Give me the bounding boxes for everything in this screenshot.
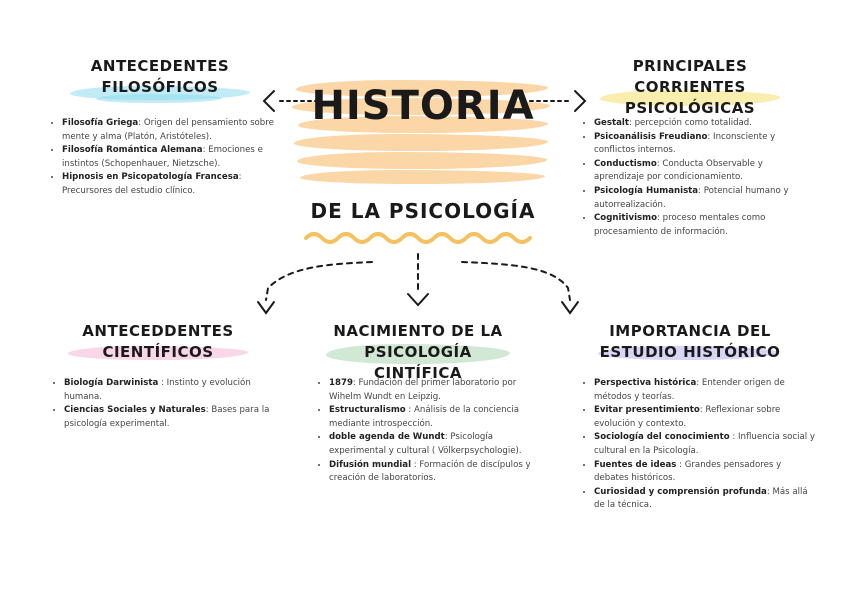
antecedentes-cientificos-title — [58, 321, 258, 363]
list-item: • Gestalt: percepción como totalidad. — [594, 117, 809, 131]
title-line: CORRIENTES — [634, 78, 746, 96]
title-line: CINTÍFICA — [374, 364, 462, 382]
principales-corrientes-list — [580, 117, 809, 239]
list-item: • Conductismo: Conducta Observable y aprendizaje por condicionamiento. — [594, 158, 809, 185]
list-item: • Filosofía Romántica Alemana: Emociones e instintos (Schopenhauer, Nietzsche). — [62, 144, 277, 171]
list-item: • Sociología del conocimiento : Influencia social y cultural en la Psicología. — [594, 431, 816, 458]
nacimiento-title — [318, 321, 518, 384]
antecedentes-filosoficos-list — [48, 117, 277, 199]
bottom-center-arrowhead — [408, 294, 428, 305]
main-subtitle: DE LA PSICOLOGÍA — [310, 199, 536, 223]
list-item: • Filosofía Griega: Origen del pensamiento sobre mente y alma (Platón, Aristóteles). — [62, 117, 277, 144]
bottom-right-connector — [462, 262, 570, 300]
title-line: ANTECEDENTES — [90, 57, 230, 75]
list-item: • Difusión mundial : Formación de discípulos y creación de laboratorios. — [329, 459, 551, 486]
main-title: HISTORIA — [311, 83, 535, 129]
list-item: • Ciencias Sociales y Naturales: Bases para la psicología experimental. — [64, 404, 279, 431]
antecedentes-cientificos-list — [50, 377, 279, 431]
list-item: • Hipnosis en Psicopatología Francesa: Precursores del estudio clínico. — [62, 171, 277, 198]
title-line: PRINCIPALES — [632, 57, 748, 75]
title-line: IMPORTANCIA DEL — [609, 322, 771, 340]
title-line: NACIMIENTO DE LA — [333, 322, 503, 340]
right-arrowhead — [575, 91, 585, 111]
list-item: • Perspectiva histórica: Entender origen de métodos y teorías. — [594, 377, 816, 404]
bottom-left-arrowhead — [258, 302, 274, 313]
list-item: • Psicología Humanista: Potencial humano y autorrealización. — [594, 185, 809, 212]
list-item: • Curiosidad y comprensión profunda: Más allá de la técnica. — [594, 486, 816, 513]
list-item: • doble agenda de Wundt: Psicología experimental y cultural ( Völkerpsychologie). — [329, 431, 551, 458]
list-item: • Evitar presentimiento: Reflexionar sobre evolución y contexto. — [594, 404, 816, 431]
list-item: • Fuentes de ideas : Grandes pensadores y debates históricos. — [594, 459, 816, 486]
title-line: FILOSÓFICOS — [101, 78, 219, 96]
bottom-left-connector — [266, 262, 372, 300]
left-arrowhead — [264, 91, 274, 111]
list-item: • Biología Darwinista : Instinto y evolución humana. — [64, 377, 279, 404]
subtitle-squiggle — [306, 234, 530, 242]
importancia-title — [585, 321, 795, 363]
antecedentes-filosoficos-title — [60, 56, 260, 98]
list-item: • Psicoanálisis Freudiano: Inconsciente y conflictos internos. — [594, 131, 809, 158]
list-item: • 1879: Fundación del primer laboratorio por Wihelm Wundt en Leipzig. — [329, 377, 551, 404]
importancia-list — [580, 377, 816, 513]
nacimiento-list — [315, 377, 551, 486]
title-line: PSICOLOGÍA — [364, 343, 472, 361]
principales-corrientes-title — [590, 56, 790, 119]
list-item: • Estructuralismo : Análisis de la conciencia mediante introspección. — [329, 404, 551, 431]
bottom-right-arrowhead — [562, 302, 578, 313]
title-line: CIENTÍFICOS — [102, 343, 214, 361]
list-item: • Cognitivismo: proceso mentales como procesamiento de información. — [594, 212, 809, 239]
title-line: PSICOLÓGICAS — [624, 99, 756, 117]
title-line: ESTUDIO HISTÓRICO — [599, 343, 781, 361]
title-line: ANTECEDDENTES — [82, 322, 234, 340]
